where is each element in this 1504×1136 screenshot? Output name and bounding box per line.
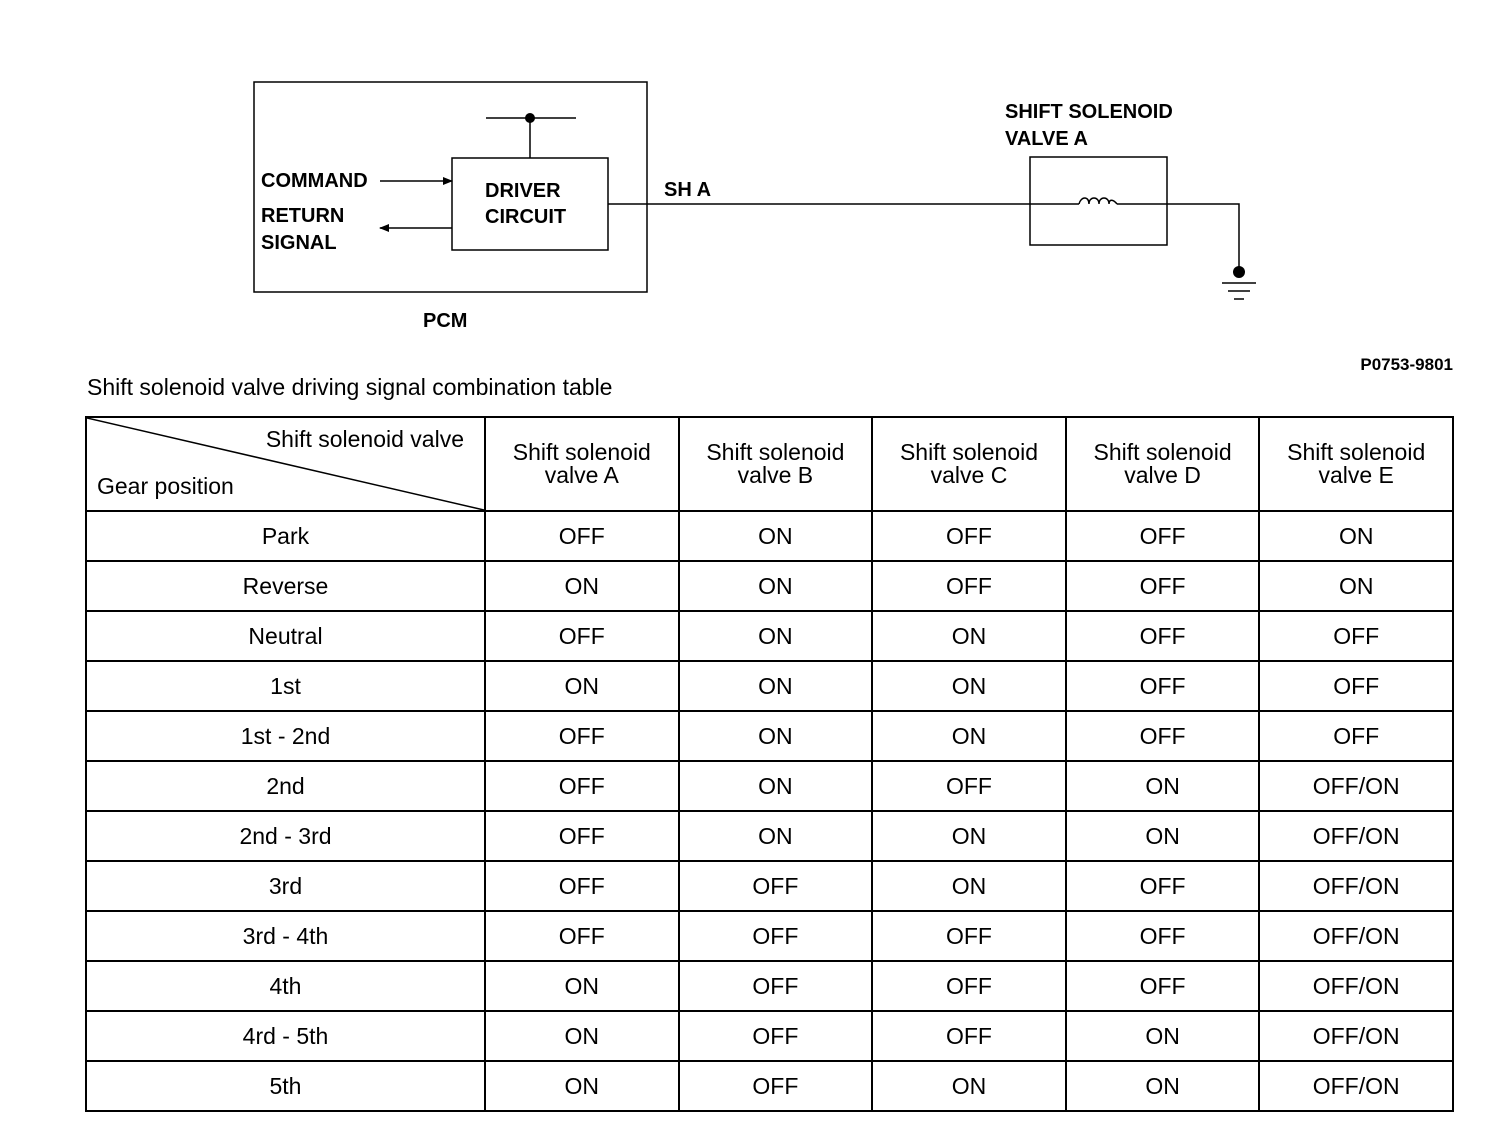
value-cell: ON: [485, 1011, 679, 1061]
gear-cell: 4th: [86, 961, 485, 1011]
value-cell: ON: [679, 711, 873, 761]
gear-cell: Neutral: [86, 611, 485, 661]
command-label: COMMAND: [261, 170, 368, 192]
gear-cell: 2nd - 3rd: [86, 811, 485, 861]
col-header-valve-b: Shift solenoid valve B: [679, 417, 873, 511]
value-cell: OFF: [1066, 511, 1260, 561]
value-cell: ON: [485, 961, 679, 1011]
signal-combination-table: [85, 416, 1454, 1112]
solenoid-label-line1: SHIFT SOLENOID: [1005, 101, 1173, 123]
gear-cell: 5th: [86, 1061, 485, 1111]
value-cell: OFF: [679, 861, 873, 911]
gear-cell: Park: [86, 511, 485, 561]
solenoid-label-line2: VALVE A: [1005, 128, 1088, 150]
value-cell: OFF: [1259, 661, 1453, 711]
gear-cell: Reverse: [86, 561, 485, 611]
value-cell: OFF: [679, 911, 873, 961]
value-cell: OFF/ON: [1259, 1011, 1453, 1061]
table-row: [86, 1061, 1453, 1111]
gear-cell: 4rd - 5th: [86, 1011, 485, 1061]
table-row: [86, 1011, 1453, 1061]
table-row: [86, 961, 1453, 1011]
table-header-row: [86, 417, 1453, 511]
value-cell: OFF: [1259, 711, 1453, 761]
value-cell: ON: [679, 811, 873, 861]
value-cell: OFF: [872, 961, 1066, 1011]
value-cell: OFF: [679, 961, 873, 1011]
value-cell: OFF: [1066, 711, 1260, 761]
value-cell: ON: [1259, 561, 1453, 611]
value-cell: OFF: [485, 611, 679, 661]
value-cell: OFF/ON: [1259, 961, 1453, 1011]
value-cell: OFF: [1066, 661, 1260, 711]
gear-cell: 3rd: [86, 861, 485, 911]
value-cell: OFF: [872, 911, 1066, 961]
corner-bottom-label: Gear position: [97, 473, 234, 499]
value-cell: OFF: [679, 1011, 873, 1061]
power-node-dot: [525, 113, 535, 123]
value-cell: OFF: [872, 761, 1066, 811]
value-cell: OFF/ON: [1259, 761, 1453, 811]
col-header-valve-c: Shift solenoid valve C: [872, 417, 1066, 511]
col-header-valve-d: Shift solenoid valve D: [1066, 417, 1260, 511]
value-cell: ON: [1066, 1061, 1260, 1111]
value-cell: OFF: [485, 811, 679, 861]
value-cell: ON: [872, 861, 1066, 911]
value-cell: ON: [872, 661, 1066, 711]
value-cell: ON: [1066, 811, 1260, 861]
ground-icon: [1222, 283, 1256, 299]
table-row: [86, 561, 1453, 611]
driver-label-line2: CIRCUIT: [485, 206, 567, 228]
value-cell: ON: [485, 561, 679, 611]
wire-label: SH A: [664, 179, 712, 201]
value-cell: OFF: [1066, 561, 1260, 611]
value-cell: OFF: [872, 511, 1066, 561]
table-row: [86, 661, 1453, 711]
value-cell: OFF/ON: [1259, 811, 1453, 861]
table-row: [86, 711, 1453, 761]
value-cell: OFF/ON: [1259, 911, 1453, 961]
corner-top-label: Shift solenoid valve: [265, 426, 464, 452]
value-cell: ON: [1066, 761, 1260, 811]
value-cell: OFF: [485, 861, 679, 911]
return-label-line2: SIGNAL: [261, 232, 337, 254]
return-label-line1: RETURN: [261, 205, 345, 227]
table-row: [86, 761, 1453, 811]
driver-label-line1: DRIVER: [485, 180, 561, 202]
table-row: [86, 811, 1453, 861]
value-cell: OFF: [1066, 911, 1260, 961]
value-cell: OFF: [1066, 861, 1260, 911]
pcm-label: PCM: [423, 310, 468, 332]
table-row: [86, 511, 1453, 561]
value-cell: ON: [872, 611, 1066, 661]
col-header-valve-a: Shift solenoid valve A: [485, 417, 679, 511]
ground-node-dot: [1233, 266, 1245, 278]
value-cell: ON: [485, 661, 679, 711]
value-cell: OFF: [872, 1011, 1066, 1061]
value-cell: ON: [679, 661, 873, 711]
table-row: [86, 861, 1453, 911]
driver-circuit-box: [452, 158, 608, 250]
value-cell: OFF: [872, 561, 1066, 611]
value-cell: ON: [679, 611, 873, 661]
value-cell: OFF: [1259, 611, 1453, 661]
gear-cell: 3rd - 4th: [86, 911, 485, 961]
value-cell: ON: [679, 761, 873, 811]
col-header-valve-e: Shift solenoid valve E: [1259, 417, 1453, 511]
table-row: [86, 611, 1453, 661]
value-cell: ON: [679, 561, 873, 611]
value-cell: ON: [872, 711, 1066, 761]
figure-code: P0753-9801: [1360, 355, 1453, 370]
value-cell: OFF: [485, 711, 679, 761]
coil-icon: [1079, 198, 1117, 204]
gear-cell: 1st - 2nd: [86, 711, 485, 761]
value-cell: OFF: [679, 1061, 873, 1111]
value-cell: OFF: [1066, 961, 1260, 1011]
gear-cell: 2nd: [86, 761, 485, 811]
value-cell: ON: [1259, 511, 1453, 561]
circuit-diagram: [0, 0, 1504, 370]
ground-wire: [1117, 204, 1239, 272]
value-cell: OFF: [485, 911, 679, 961]
value-cell: OFF: [485, 761, 679, 811]
value-cell: ON: [1066, 1011, 1260, 1061]
value-cell: OFF/ON: [1259, 861, 1453, 911]
value-cell: ON: [872, 1061, 1066, 1111]
value-cell: ON: [872, 811, 1066, 861]
value-cell: ON: [485, 1061, 679, 1111]
value-cell: OFF/ON: [1259, 1061, 1453, 1111]
table-caption: Shift solenoid valve driving signal combination table: [87, 374, 613, 400]
value-cell: ON: [679, 511, 873, 561]
gear-cell: 1st: [86, 661, 485, 711]
value-cell: OFF: [1066, 611, 1260, 661]
table-row: [86, 911, 1453, 961]
value-cell: OFF: [485, 511, 679, 561]
corner-header: [86, 417, 485, 511]
